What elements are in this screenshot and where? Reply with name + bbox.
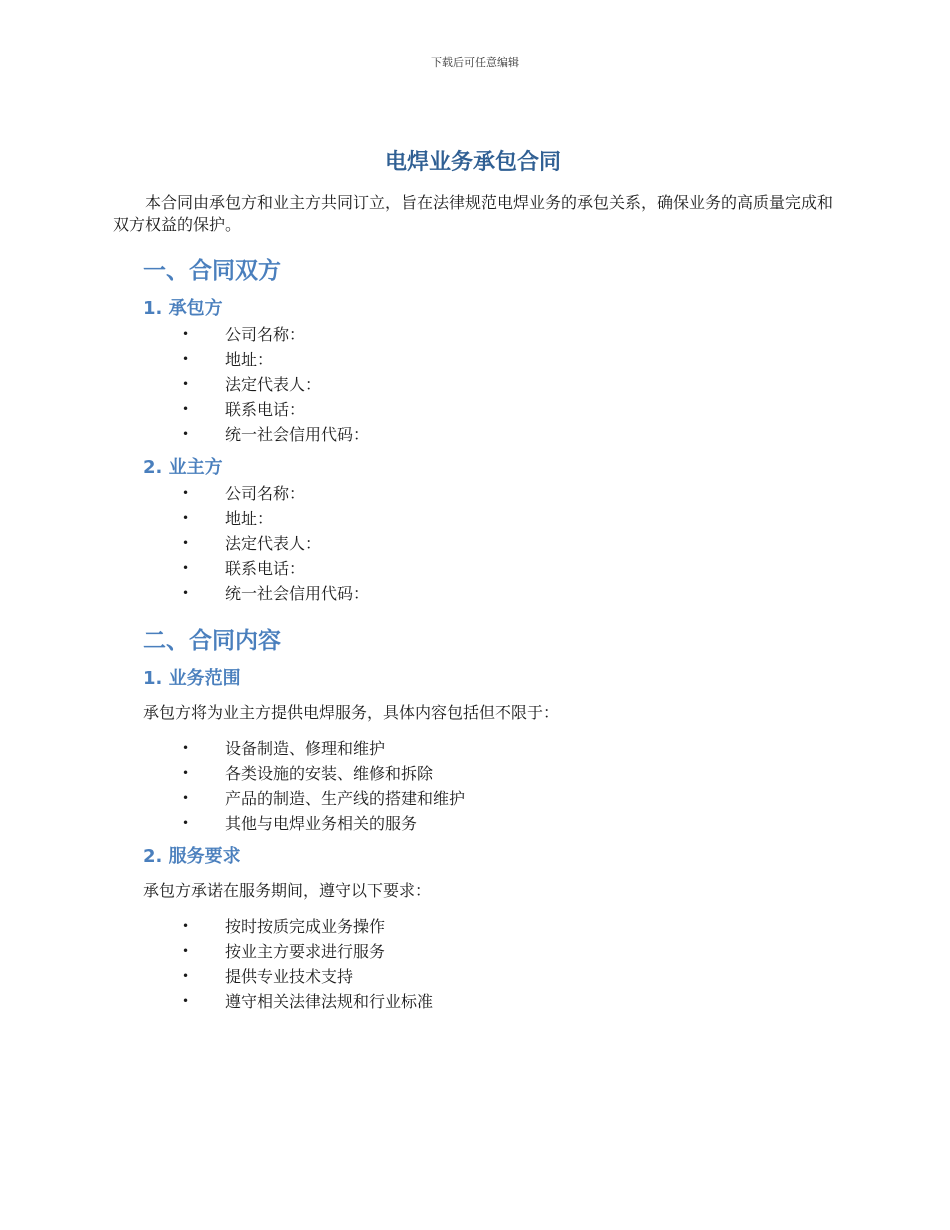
scope-list	[113, 736, 833, 836]
list-item: • 联系电话：	[113, 556, 833, 581]
owner-list	[113, 481, 833, 606]
requirements-lead: 承包方承诺在服务期间，遵守以下要求：	[143, 881, 432, 900]
list-item: • 法定代表人：	[113, 531, 833, 556]
bullet-icon: •	[182, 427, 190, 441]
list-item: • 公司名称：	[113, 322, 833, 347]
bullet-icon: •	[182, 791, 190, 805]
bullet-icon: •	[182, 816, 190, 830]
subheading-requirements: 2. 服务要求	[143, 846, 241, 867]
requirements-list	[113, 914, 833, 1014]
list-item: • 公司名称：	[113, 481, 833, 506]
list-item: • 其他与电焊业务相关的服务	[113, 811, 833, 836]
list-item: • 各类设施的安装、维修和拆除	[113, 761, 833, 786]
list-item: • 联系电话：	[113, 397, 833, 422]
list-item: • 按时按质完成业务操作	[113, 914, 833, 939]
bullet-icon: •	[182, 402, 190, 416]
bullet-icon: •	[182, 352, 190, 366]
bullet-icon: •	[182, 511, 190, 525]
bullet-icon: •	[182, 741, 190, 755]
list-item: • 统一社会信用代码：	[113, 422, 833, 447]
subheading-scope: 1. 业务范围	[143, 668, 241, 689]
list-item: • 统一社会信用代码：	[113, 581, 833, 606]
bullet-icon: •	[182, 766, 190, 780]
bullet-icon: •	[182, 969, 190, 983]
contractor-list	[113, 322, 833, 447]
subheading-contractor: 1. 承包方	[143, 298, 223, 319]
list-item: • 按业主方要求进行服务	[113, 939, 833, 964]
bullet-icon: •	[182, 561, 190, 575]
list-item: • 产品的制造、生产线的搭建和维护	[113, 786, 833, 811]
bullet-icon: •	[182, 377, 190, 391]
bullet-icon: •	[182, 919, 190, 933]
list-item: • 法定代表人：	[113, 372, 833, 397]
bullet-icon: •	[182, 536, 190, 550]
page-header: 下载后可任意编辑	[431, 56, 519, 69]
document-body	[113, 146, 833, 1014]
intro-paragraph: 本合同由承包方和业主方共同订立，旨在法律规范电焊业务的承包关系，确保业务的高质量完成和双方权益的保护。	[113, 193, 834, 234]
list-item: • 遵守相关法律法规和行业标准	[113, 989, 833, 1014]
subheading-owner: 2. 业主方	[143, 457, 223, 478]
list-item: • 设备制造、修理和维护	[113, 736, 833, 761]
bullet-icon: •	[182, 994, 190, 1008]
scope-lead: 承包方将为业主方提供电焊服务，具体内容包括但不限于：	[143, 703, 560, 722]
bullet-icon: •	[182, 944, 190, 958]
bullet-icon: •	[182, 586, 190, 600]
section-heading-content: 二、合同内容	[143, 628, 281, 654]
bullet-icon: •	[182, 486, 190, 500]
list-item: • 地址：	[113, 506, 833, 531]
list-item: • 提供专业技术支持	[113, 964, 833, 989]
document-title: 电焊业务承包合同	[384, 150, 561, 175]
bullet-icon: •	[182, 327, 190, 341]
list-item: • 地址：	[113, 347, 833, 372]
section-heading-parties: 一、合同双方	[143, 258, 281, 284]
